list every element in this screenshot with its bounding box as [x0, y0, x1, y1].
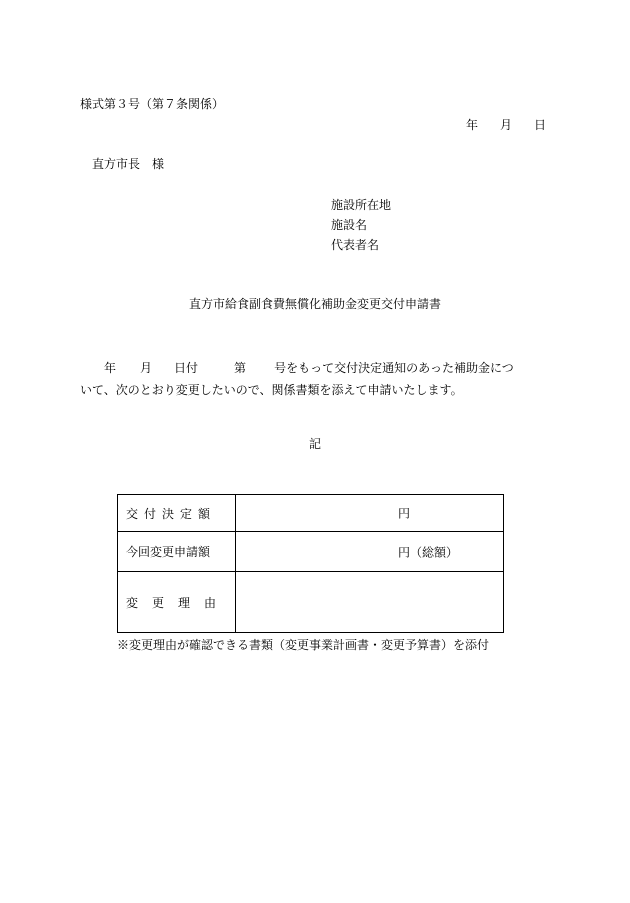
form-number: 様式第３号（第７条関係） — [80, 97, 225, 111]
representative-label: 代表者名 — [331, 238, 380, 252]
facility-name-label: 施設名 — [331, 218, 368, 232]
label-change-reason: 変更理由 — [118, 572, 236, 633]
value-change-request-amount[interactable] — [236, 532, 504, 572]
body-year: 年 — [104, 361, 117, 375]
footnote: ※変更理由が確認できる書類（変更事業計画書・変更予算書）を添付 — [117, 638, 490, 652]
label-grant-decision-amount: 交付決定額 — [118, 495, 236, 532]
ki-heading: 記 — [308, 437, 321, 451]
body-line-1 — [80, 357, 550, 379]
value-change-reason[interactable] — [236, 572, 504, 633]
table-row — [118, 532, 504, 572]
body-text — [80, 357, 550, 401]
applicant-block — [331, 198, 391, 258]
unit-yen: 円 — [398, 506, 411, 521]
facility-address-label: 施設所在地 — [331, 198, 392, 212]
document-title: 直方市給食副食費無償化補助金変更交付申請書 — [188, 297, 441, 311]
value-grant-decision-amount[interactable] — [236, 495, 504, 532]
date-year: 年 — [466, 118, 479, 132]
addressee: 直方市長 様 — [92, 157, 165, 171]
date-line — [466, 118, 546, 132]
body-dai: 第 — [234, 361, 247, 375]
table-row — [118, 495, 504, 532]
table-row — [118, 572, 504, 633]
label-change-request-amount: 今回変更申請額 — [118, 532, 236, 572]
detail-table — [117, 494, 504, 633]
date-month: 月 — [500, 118, 513, 132]
date-day: 日 — [534, 118, 547, 132]
unit-yen-total: 円（総額） — [398, 545, 459, 559]
body-date-suffix: 日付 — [174, 361, 199, 375]
body-month: 月 — [140, 361, 153, 375]
body-line1-rest: 号をもって交付決定通知のあった補助金につ — [274, 361, 514, 375]
body-line-2: いて、次のとおり変更したいので、関係書類を添えて申請いたします。 — [80, 383, 463, 397]
